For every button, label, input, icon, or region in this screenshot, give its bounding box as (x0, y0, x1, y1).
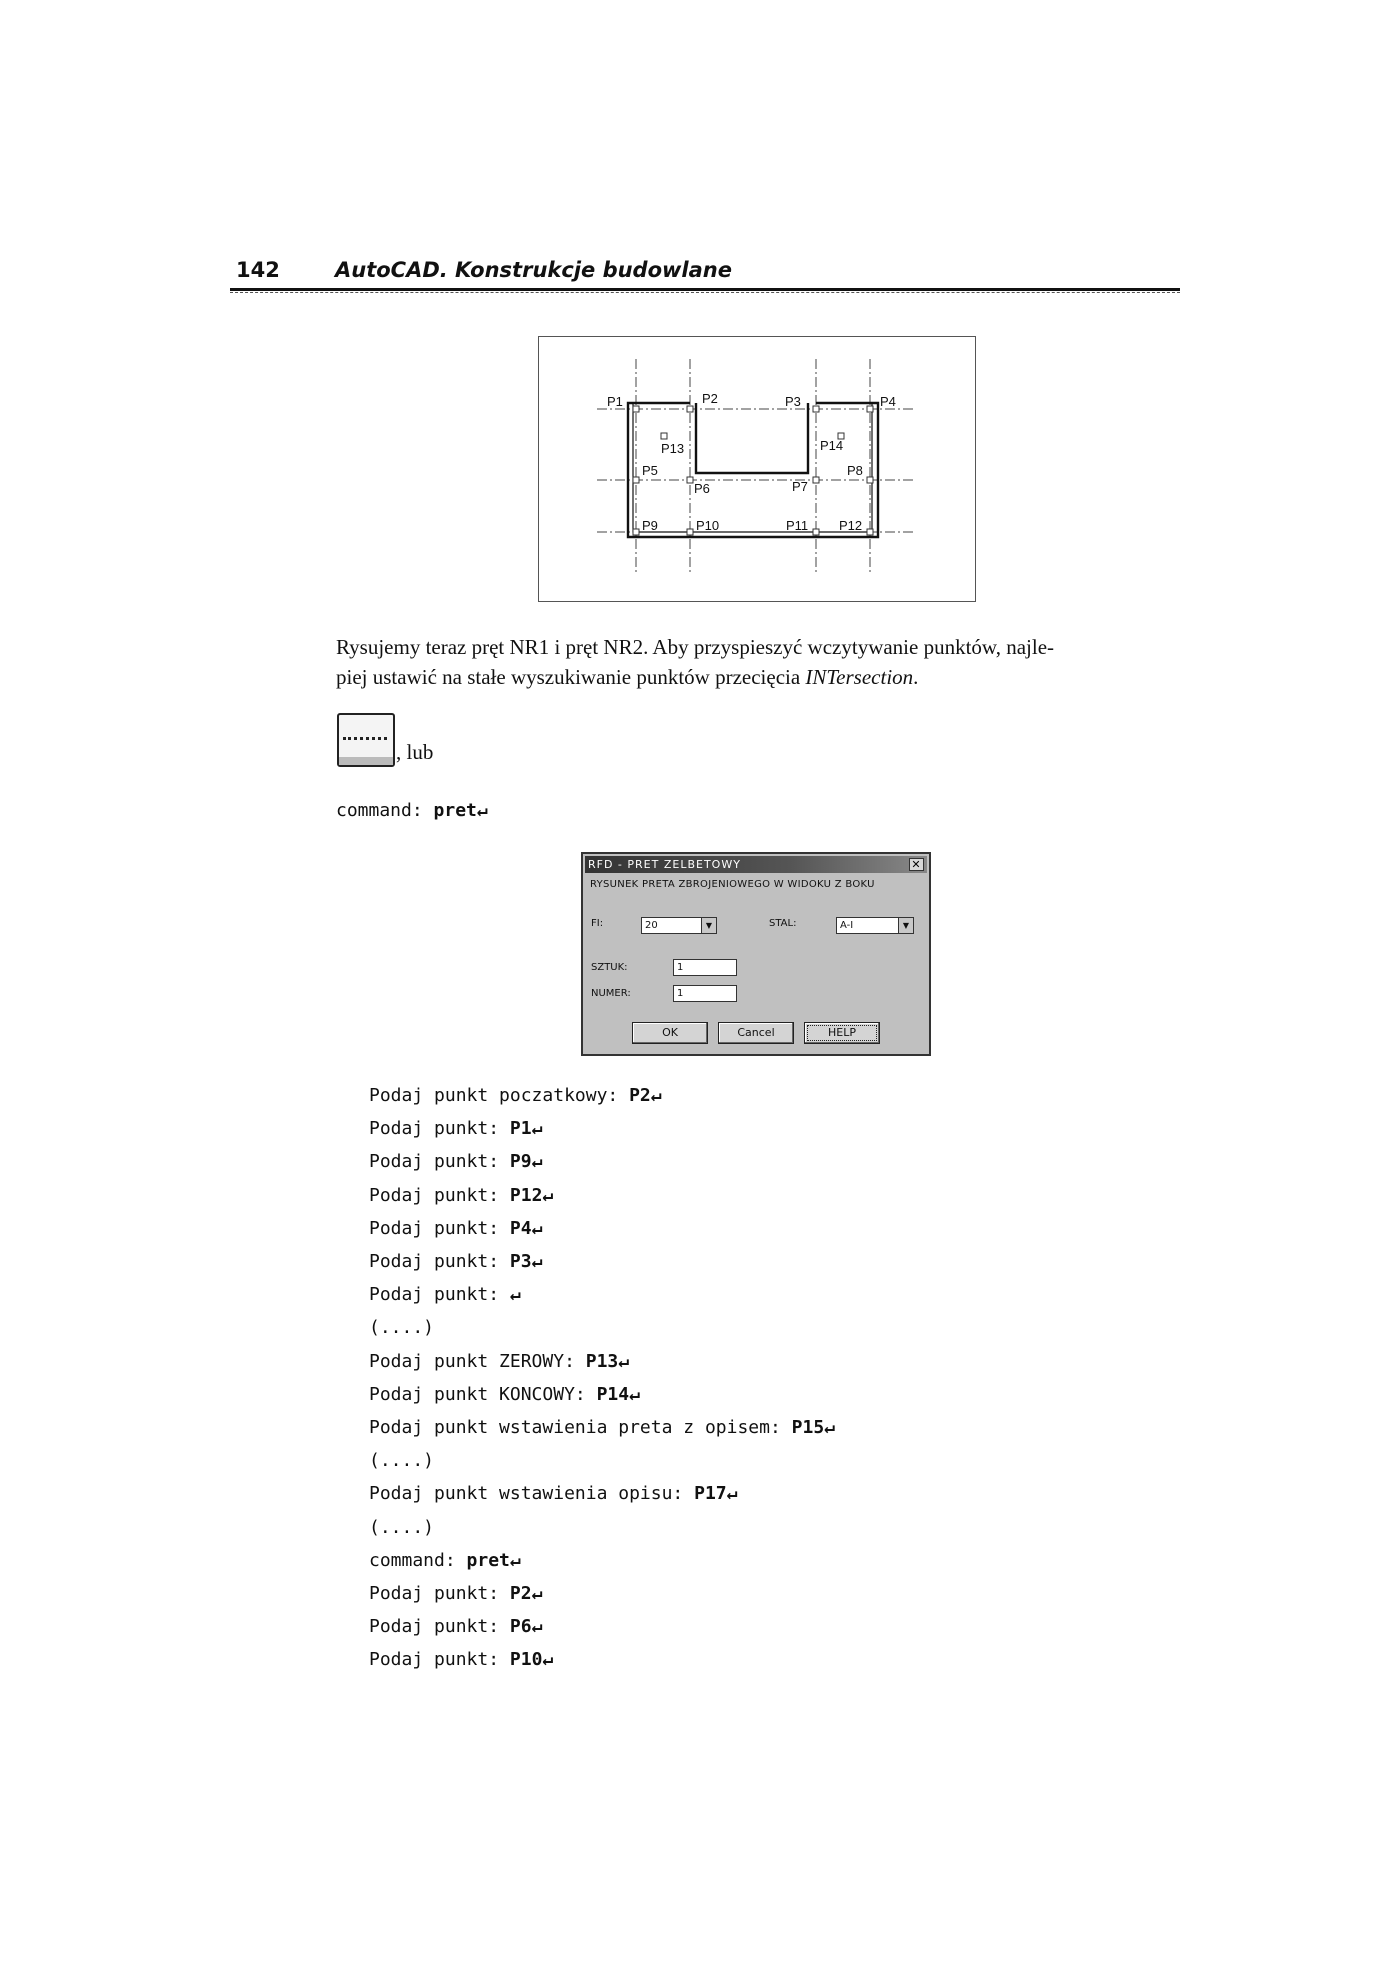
transcript-line (369, 1251, 542, 1272)
transcript-line (369, 1550, 521, 1571)
transcript-prompt: Podaj punkt: (369, 1151, 510, 1173)
rebar-nr1-contour (628, 403, 878, 537)
help-button[interactable]: HELP (804, 1022, 880, 1044)
transcript-line (369, 1384, 640, 1405)
transcript-input: pret↵ (466, 1549, 521, 1571)
pret-zelbetowy-dialog (581, 852, 931, 1056)
transcript-line (369, 1185, 553, 1206)
fi-select[interactable] (641, 917, 717, 934)
transcript-input: P13↵ (585, 1350, 630, 1372)
transcript-prompt: Podaj punkt: (369, 1649, 510, 1671)
transcript-input: P2↵ (509, 1583, 543, 1604)
cancel-button[interactable]: Cancel (718, 1022, 794, 1044)
chevron-down-icon[interactable]: ▼ (701, 918, 716, 933)
fi-value: 20 (645, 920, 658, 931)
transcript-prompt: Podaj punkt: (369, 1217, 510, 1239)
transcript-prompt: Podaj punkt: (369, 1118, 510, 1140)
transcript-line (369, 1583, 542, 1604)
transcript-input: P6↵ (509, 1616, 543, 1638)
point-label: P11 (786, 518, 809, 533)
transcript-prompt: Podaj punkt: (369, 1583, 510, 1604)
transcript-input: P9↵ (509, 1151, 543, 1173)
transcript-prompt: (....) (369, 1317, 435, 1339)
transcript-prompt: command: (369, 1549, 467, 1571)
point-label: P13 (661, 441, 685, 456)
point-label: P6 (694, 481, 710, 496)
header-rule-dashed (230, 292, 1180, 293)
transcript-line (369, 1284, 521, 1305)
stal-label: STAL: (769, 918, 797, 929)
transcript-line (369, 1317, 434, 1338)
transcript-line (369, 1616, 542, 1637)
running-title: AutoCAD. Konstrukcje budowlane (335, 258, 732, 282)
point-label: P7 (792, 479, 808, 494)
transcript-line (369, 1450, 434, 1471)
sztuk-input[interactable]: 1 (673, 959, 737, 976)
sztuk-label: SZTUK: (591, 962, 628, 973)
transcript-line (369, 1218, 542, 1239)
paragraph-italic-term: INTersection (805, 665, 914, 689)
transcript-prompt: Podaj punkt: (369, 1284, 510, 1306)
rebar-nr2-contour (633, 403, 872, 532)
paragraph-line-1: Rysujemy teraz pręt NR1 i pręt NR2. Aby przyspieszyć wczytywanie punktów, najle- (336, 635, 1055, 659)
transcript-line (369, 1483, 737, 1504)
transcript-prompt: Podaj punkt: (369, 1616, 510, 1638)
transcript-prompt: Podaj punkt KONCOWY: (369, 1383, 597, 1405)
transcript-line (369, 1649, 553, 1670)
paragraph-line-2-start: piej ustawić na stałe wyszukiwanie punktów przecięcia (336, 665, 806, 689)
point-label: P14 (820, 438, 844, 453)
point-markers (633, 406, 873, 535)
dialog-title: RFD - PRET ZELBETOWY (588, 858, 741, 871)
command-line (336, 800, 488, 821)
transcript-line (369, 1351, 629, 1372)
transcript-input: P10↵ (509, 1649, 554, 1671)
point-label: P2 (702, 391, 718, 406)
page-number: 142 (236, 258, 280, 282)
numer-label: NUMER: (591, 988, 631, 999)
transcript-line (369, 1417, 835, 1438)
dialog-subtitle: RYSUNEK PRETA ZBROJENIOWEGO W WIDOKU Z BOKU (590, 879, 875, 890)
transcript-prompt: Podaj punkt ZEROWY: (369, 1350, 586, 1372)
body-paragraph (336, 632, 1176, 692)
rebar-side-view-icon[interactable] (337, 713, 395, 767)
transcript-prompt: Podaj punkt wstawienia opisu: (369, 1483, 695, 1505)
transcript-prompt: Podaj punkt poczatkowy: (369, 1085, 630, 1106)
stal-value: A-I (840, 920, 854, 931)
transcript-prompt: Podaj punkt wstawienia preta z opisem: (369, 1417, 792, 1438)
transcript-input: P2↵ (629, 1085, 662, 1106)
point-label: P4 (880, 394, 896, 409)
transcript-input: P4↵ (509, 1217, 543, 1239)
point-label: P9 (642, 518, 658, 533)
transcript-line (369, 1151, 542, 1172)
lub-text: , lub (396, 740, 434, 764)
rebar-figure (538, 336, 976, 602)
transcript-input: P15↵ (791, 1417, 835, 1438)
transcript-input: P17↵ (694, 1483, 738, 1505)
point-label: P8 (847, 463, 863, 478)
transcript-input: ↵ (509, 1284, 521, 1306)
transcript-prompt: Podaj punkt: (369, 1251, 510, 1272)
transcript-line (369, 1085, 662, 1106)
point-label: P10 (696, 518, 720, 533)
chevron-down-icon[interactable]: ▼ (898, 918, 913, 933)
paragraph-line-2-end: . (913, 665, 919, 689)
command-prompt: command: (336, 800, 434, 821)
transcript-line (369, 1118, 542, 1139)
running-header (230, 258, 1180, 288)
fi-label: FI: (591, 918, 604, 929)
transcript-prompt: (....) (369, 1516, 435, 1538)
stal-select[interactable] (836, 917, 914, 934)
point-label: P5 (642, 463, 658, 478)
transcript-input: P1↵ (509, 1118, 543, 1140)
numer-input[interactable]: 1 (673, 985, 737, 1002)
transcript-line (369, 1517, 434, 1538)
point-label: P1 (607, 394, 623, 409)
dialog-title-bar (585, 856, 927, 873)
point-label: P3 (785, 394, 801, 409)
header-rule (230, 288, 1180, 291)
transcript-input: P14↵ (596, 1383, 640, 1405)
close-icon[interactable]: ✕ (909, 858, 924, 871)
rebar-drawing (539, 337, 975, 601)
transcript-prompt: (....) (369, 1450, 435, 1472)
command-input: pret↵ (433, 800, 488, 821)
paragraph-line-2 (336, 662, 1176, 692)
transcript-input: P12↵ (509, 1184, 554, 1206)
transcript-prompt: Podaj punkt: (369, 1184, 510, 1206)
transcript-input: P3↵ (509, 1251, 543, 1272)
point-label: P12 (839, 518, 863, 533)
ok-button[interactable]: OK (632, 1022, 708, 1044)
rebar-nr1-inner (696, 403, 808, 473)
